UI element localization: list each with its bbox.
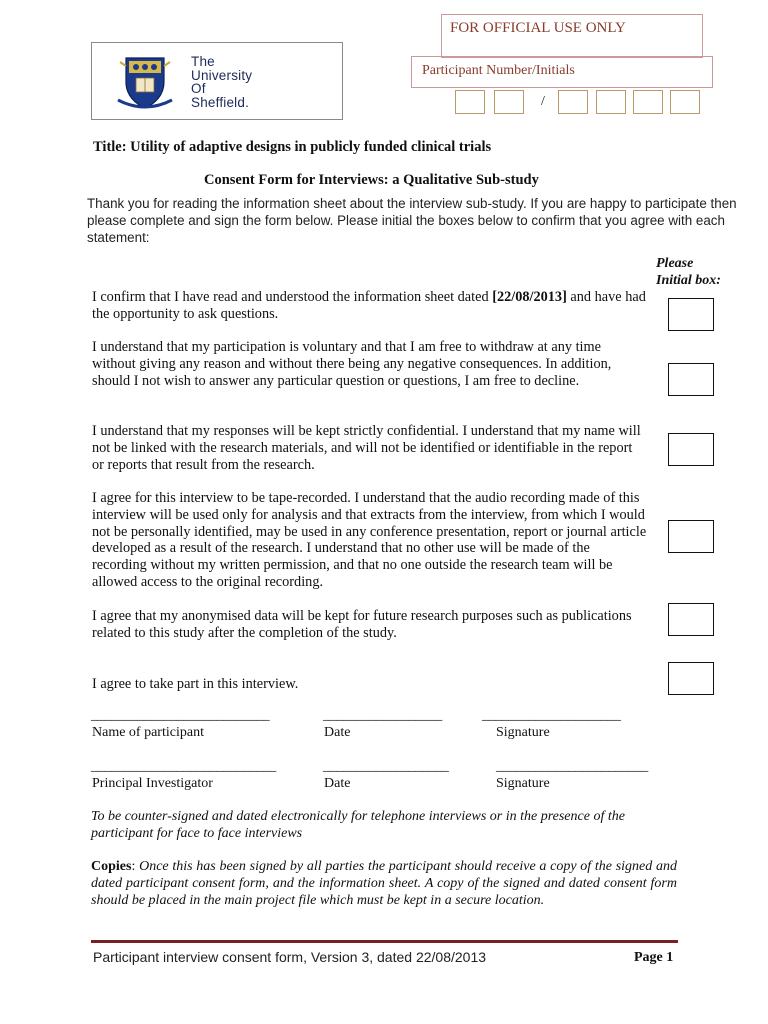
university-logo	[91, 42, 343, 120]
copies-text: Once this has been signed by all parties the participant should receive a copy of the signed and dated participant consent form, and the information sheet. A copy of the signed and dated consent form should be placed in the main project file which must be kept in a secure location.	[91, 859, 677, 908]
initial-box-5[interactable]	[668, 603, 714, 636]
investigator-signature-line[interactable]: _______________________	[496, 759, 648, 774]
participant-number-cell[interactable]	[494, 90, 524, 114]
copies-note	[91, 859, 677, 909]
intro-paragraph: Thank you for reading the information sheet about the interview sub-study. If you are happy to participate then please complete and sign the form below. Please initial the boxes below to confirm that you agree with each statement:	[87, 196, 737, 246]
participant-name-line[interactable]: ___________________________	[91, 708, 270, 723]
university-name-line1: The	[191, 54, 215, 69]
statement-5: I agree that my anonymised data will be kept for future research purposes such as publications related to this study after the completion of the study.	[92, 608, 632, 641]
investigator-date-label: Date	[324, 776, 351, 791]
participant-initials-cell[interactable]	[596, 90, 626, 114]
participant-number-separator: /	[541, 94, 545, 109]
university-name-line4: Sheffield.	[191, 94, 250, 110]
investigator-date-line[interactable]: ___________________	[323, 759, 449, 774]
statement-4: I agree for this interview to be tape-recorded. I understand that the audio recording made of this interview will be used only for analysis and that extracts from the interview, from which I would not be personally identified, may be used in any conference presentation, report or journal article developed as a result of the research. I understand that no other use will be made of the recording without my written permission, and that no one outside the research team will be allowed access to the original recording.	[92, 490, 647, 590]
participant-date-label: Date	[324, 725, 351, 740]
university-name-line3: Of	[191, 81, 206, 96]
form-heading: Consent Form for Interviews: a Qualitative Sub-study	[204, 172, 539, 188]
investigator-signature-label: Signature	[496, 776, 550, 791]
initial-box-4[interactable]	[668, 520, 714, 553]
footer-rule	[91, 940, 678, 943]
participant-name-label: Name of participant	[92, 725, 204, 740]
statement-3: I understand that my responses will be kept strictly confidential. I understand that my name will not be linked with the research materials, and will not be identified or identifiable in the report or reports that result from the research.	[92, 423, 641, 473]
statement-6: I agree to take part in this interview.	[92, 676, 299, 692]
page-number: Page 1	[634, 950, 674, 965]
participant-number-label: Participant Number/Initials	[422, 63, 575, 78]
statement-1-text: I confirm that I have read and understood the information sheet dated	[92, 289, 493, 305]
copies-label: Copies	[91, 859, 132, 874]
participant-initials-cell[interactable]	[558, 90, 588, 114]
official-use-label: FOR OFFICIAL USE ONLY	[450, 20, 626, 36]
counter-sign-note: To be counter-signed and dated electronically for telephone interviews or in the presence of the participant for face to face interviews	[91, 809, 625, 841]
initial-box-1[interactable]	[668, 298, 714, 331]
university-name-line2: University	[191, 67, 253, 83]
statement-1	[92, 289, 647, 323]
university-crest-icon	[116, 52, 174, 112]
participant-initials-cell[interactable]	[670, 90, 700, 114]
investigator-name-line[interactable]: ____________________________	[91, 759, 276, 774]
study-title: Title: Utility of adaptive designs in publicly funded clinical trials	[93, 139, 492, 155]
statement-2: I understand that my participation is voluntary and that I am free to withdraw at any time without giving any reason and without there being any negative consequences. In addition, should I not wish to answer any particular question or questions, I am free to decline.	[92, 339, 612, 389]
participant-date-line[interactable]: __________________	[323, 708, 442, 723]
initial-box-2[interactable]	[668, 363, 714, 396]
please-initial-label	[656, 255, 721, 289]
initial-box-3[interactable]	[668, 433, 714, 466]
official-use-box	[441, 14, 703, 58]
investigator-name-label: Principal Investigator	[92, 776, 213, 791]
please-initial-line1: Please	[656, 256, 694, 271]
statement-1-text-end: and have had the opportunity to ask questions.	[92, 289, 646, 322]
participant-number-cell[interactable]	[455, 90, 485, 114]
please-initial-line2: Initial box:	[656, 273, 721, 288]
participant-initials-cell[interactable]	[633, 90, 663, 114]
participant-signature-line[interactable]: _____________________	[482, 708, 621, 723]
copies-colon: :	[131, 859, 140, 874]
university-name	[191, 55, 252, 109]
statement-1-date: [22/08/2013]	[492, 289, 567, 305]
footer-text: Participant interview consent form, Version 3, dated 22/08/2013	[93, 949, 487, 965]
participant-signature-label: Signature	[496, 725, 550, 740]
initial-box-6[interactable]	[668, 662, 714, 695]
participant-number-box	[411, 56, 713, 88]
